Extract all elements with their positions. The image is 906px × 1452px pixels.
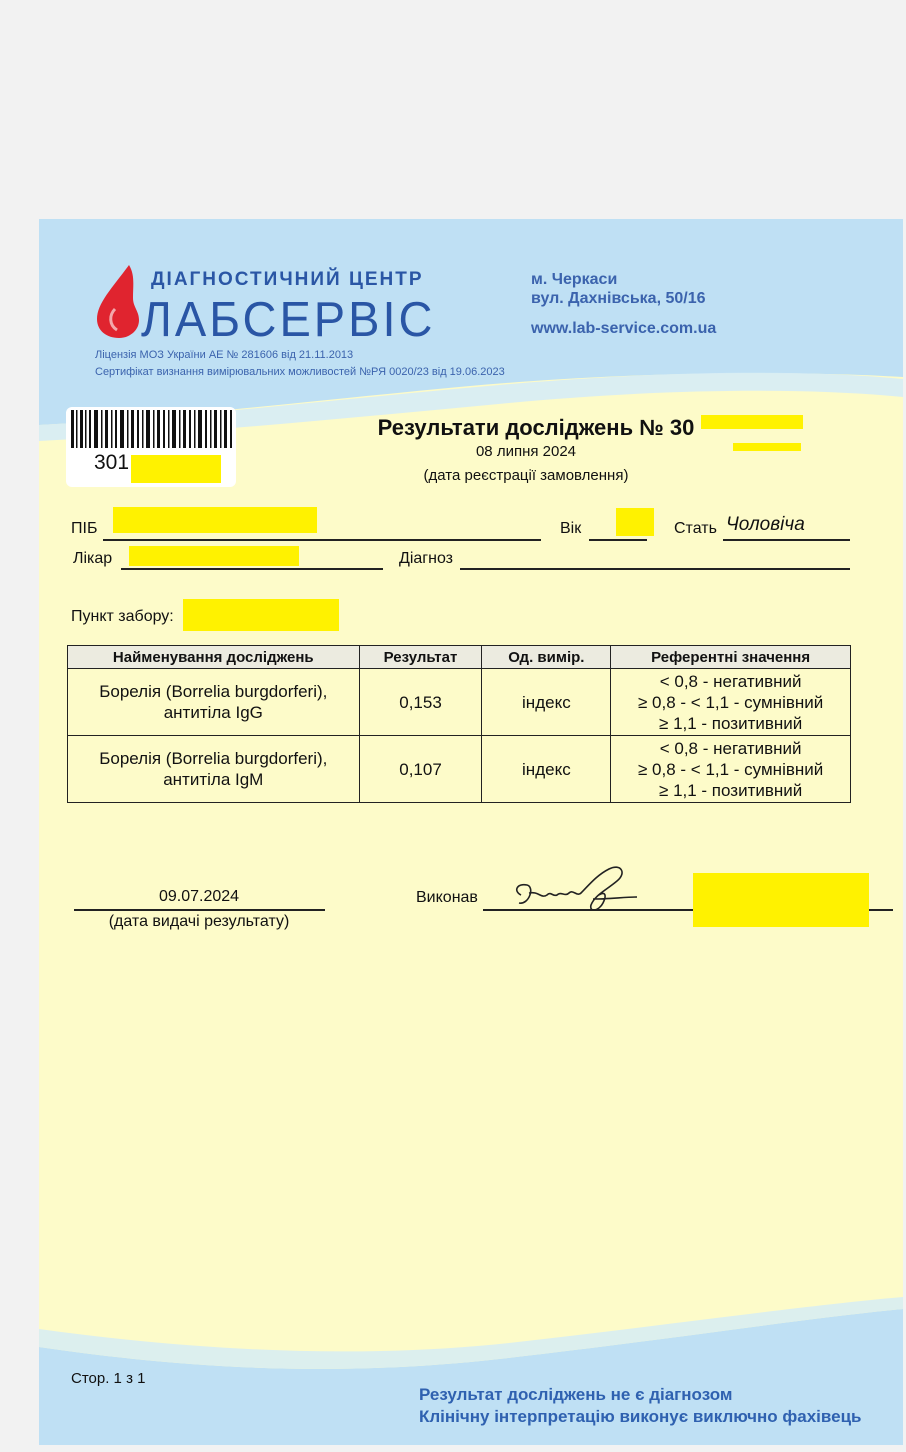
brand-name: ЛАБСЕРВІС: [141, 290, 436, 347]
unit-cell: індекс: [482, 736, 611, 803]
footer-note-line2: Клінічну інтерпретацію виконує виключно фахівець: [419, 1407, 862, 1426]
sex-value: Чоловіча: [726, 514, 805, 535]
license-text: Ліцензія МОЗ України АЕ № 281606 від 21.11.2013: [95, 349, 354, 361]
redaction-report-number-top: [701, 415, 803, 429]
redaction-doctor: [129, 546, 299, 566]
background-waves: [39, 219, 903, 1445]
results-table: [67, 645, 851, 803]
registration-caption: (дата реєстрації замовлення): [423, 467, 629, 484]
table-row: [68, 669, 851, 736]
report-title: Результати досліджень № 30: [377, 415, 695, 440]
redaction-performer: [693, 873, 869, 927]
reference-negative: < 0,8 - негативний: [659, 671, 802, 691]
doctor-underline: [121, 568, 383, 570]
table-header-row: [68, 646, 851, 669]
performed-by-label: Виконав: [416, 889, 478, 906]
test-name-line2: антитіла IgG: [163, 703, 263, 722]
column-header-result: Результат: [359, 646, 482, 669]
reference-doubtful: ≥ 0,8 - < 1,1 - сумнівний: [638, 759, 824, 779]
age-underline: [589, 539, 647, 541]
redaction-name: [113, 507, 317, 533]
address-street: вул. Дахнівська, 50/16: [531, 290, 706, 307]
name-label: ПІБ: [71, 520, 98, 537]
issue-date: 09.07.2024: [158, 888, 240, 905]
reference-positive: ≥ 1,1 - позитивний: [659, 713, 803, 733]
doctor-label: Лікар: [73, 550, 113, 567]
test-name-line1: Борелія (Borrelia burgdorferi),: [99, 749, 328, 768]
column-header-unit: Од. вимір.: [482, 646, 611, 669]
certificate-text: Сертифікат визнання вимірювальних можливостей №РЯ 0020/23 від 19.06.2023: [95, 366, 505, 378]
table-row: [68, 736, 851, 803]
column-header-reference: Референтні значення: [611, 646, 851, 669]
barcode-number: 301: [94, 451, 130, 474]
age-label: Вік: [560, 520, 582, 537]
website-link[interactable]: www.lab-service.com.ua: [531, 320, 717, 337]
issue-date-caption: (дата видачі результату): [108, 913, 290, 930]
column-header-name: Найменування досліджень: [68, 646, 360, 669]
test-name-line1: Борелія (Borrelia burgdorferi),: [99, 682, 328, 701]
lab-report-sheet: [39, 219, 903, 1445]
center-name: ДІАГНОСТИЧНИЙ ЦЕНТР: [151, 269, 424, 290]
test-name-line2: антитіла IgM: [163, 770, 264, 789]
signature-icon: [509, 865, 649, 923]
issue-date-underline: [74, 909, 325, 911]
test-name-cell: [68, 736, 360, 803]
result-cell: 0,107: [359, 736, 482, 803]
diagnosis-underline: [460, 568, 850, 570]
reference-positive: ≥ 1,1 - позитивний: [659, 780, 803, 800]
sex-label: Стать: [674, 520, 717, 537]
result-cell: 0,153: [359, 669, 482, 736]
page-number: Стор. 1 з 1: [71, 1370, 146, 1387]
reference-negative: < 0,8 - негативний: [659, 738, 802, 758]
reference-cell: [611, 669, 851, 736]
unit-cell: індекс: [482, 669, 611, 736]
blood-drop-logo-icon: [95, 263, 143, 339]
diagnosis-label: Діагноз: [399, 550, 454, 567]
redaction-collection-point: [183, 599, 339, 631]
address-city: м. Черкаси: [531, 271, 618, 288]
reference-cell: [611, 736, 851, 803]
sex-underline: [723, 539, 850, 541]
test-name-cell: [68, 669, 360, 736]
reference-doubtful: ≥ 0,8 - < 1,1 - сумнівний: [638, 692, 824, 712]
redaction-age: [616, 508, 654, 536]
footer-note-line1: Результат досліджень не є діагнозом: [419, 1385, 733, 1404]
registration-date: 08 липня 2024: [475, 443, 577, 460]
collection-point-label: Пункт забору:: [71, 608, 174, 625]
name-underline: [103, 539, 541, 541]
